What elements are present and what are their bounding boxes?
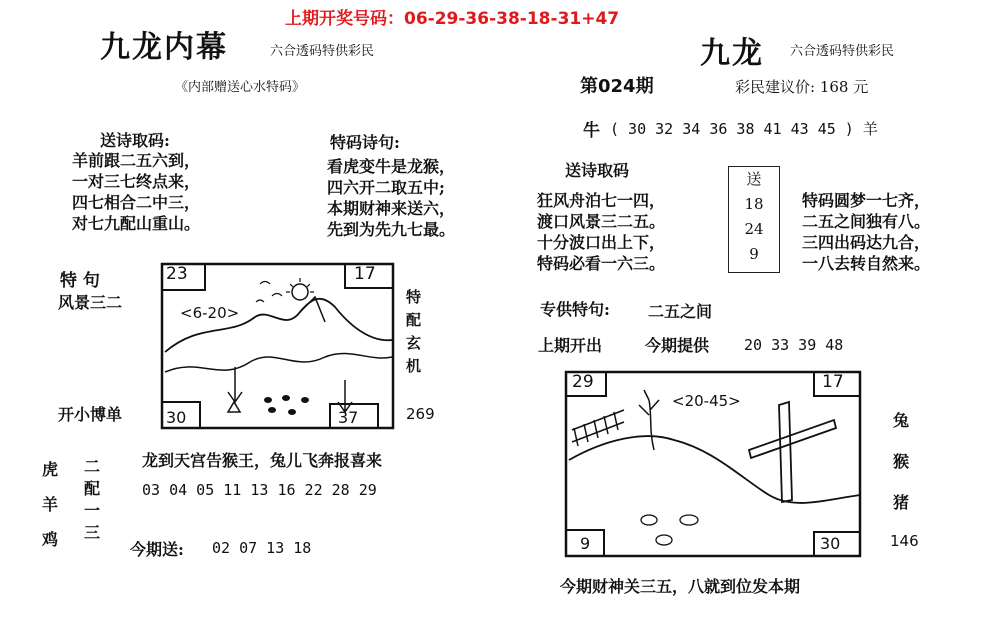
left-picture-corner-tl: 23 bbox=[166, 264, 188, 284]
left-picture-corner-br: 37 bbox=[338, 408, 359, 427]
poem-line: 一八去转自然来。 bbox=[802, 254, 931, 273]
send-box-head: 送 bbox=[746, 170, 762, 188]
poem-line: 狂风舟泊七一四， bbox=[537, 191, 666, 210]
right-special-phrase-label: 专供特句: bbox=[540, 300, 610, 319]
poem-line: 四六开二取五中; bbox=[327, 178, 445, 197]
right-picture-annotation: <20-45> bbox=[672, 392, 741, 410]
left-special-poem-label: 特码诗句: bbox=[330, 133, 400, 152]
send-box-number: 9 bbox=[749, 245, 759, 263]
left-special-poem bbox=[327, 156, 455, 240]
zodiac-char: 虎 bbox=[42, 460, 59, 479]
right-picture-corner-br: 30 bbox=[820, 534, 841, 553]
left-send-poem bbox=[72, 150, 200, 234]
left-send-poem-label: 送诗取码: bbox=[100, 131, 170, 150]
right-this-issue-label: 今期提供 bbox=[645, 336, 710, 355]
left-numbers-line: 03 04 05 11 13 16 22 28 29 bbox=[142, 481, 377, 499]
zodiac-char: 一 bbox=[84, 501, 101, 520]
right-side-number: 146 bbox=[890, 532, 919, 550]
poem-line: 十分波口出上下， bbox=[537, 233, 666, 252]
left-special-phrase-label: 特 句 bbox=[60, 271, 100, 291]
send-box-number: 18 bbox=[744, 195, 764, 213]
right-picture-corner-tl: 29 bbox=[572, 372, 594, 392]
left-today-send-label: 今期送: bbox=[130, 540, 184, 559]
right-issue: 第024期 bbox=[580, 76, 654, 97]
poem-line: 三四出码达九合， bbox=[802, 233, 931, 252]
zodiac-char: 羊 bbox=[42, 495, 59, 514]
right-special-poem bbox=[802, 190, 930, 274]
poem-line: 特码圆梦一七齐， bbox=[802, 191, 931, 210]
side-char: 机 bbox=[406, 357, 422, 375]
left-title: 九龙内幕 bbox=[100, 30, 228, 65]
right-picture-corner-tr: 17 bbox=[822, 372, 844, 392]
left-side-vertical bbox=[406, 286, 421, 378]
poem-line: 特码必看一六三。 bbox=[537, 254, 666, 273]
left-sketch-picture bbox=[160, 262, 395, 430]
last-draw-result: 上期开奖号码：06-29-36-38-18-31+47 bbox=[285, 9, 620, 29]
zodiac-char: 猪 bbox=[893, 493, 910, 512]
zodiac-char: 兔 bbox=[893, 411, 910, 430]
zodiac-char: 猴 bbox=[893, 452, 910, 471]
left-zodiac-col1 bbox=[42, 452, 58, 557]
right-last-out-label: 上期开出 bbox=[538, 336, 603, 355]
right-zodiac-side bbox=[893, 400, 909, 523]
poem-line: 四七相合二中三， bbox=[72, 193, 201, 212]
left-open-small-label: 开小博单 bbox=[58, 405, 123, 424]
right-send-poem bbox=[537, 190, 665, 274]
side-char: 特 bbox=[406, 288, 422, 306]
poem-line: 对七九配山重山。 bbox=[72, 214, 201, 233]
right-send-poem-label: 送诗取码 bbox=[565, 161, 630, 180]
right-tagline: 六合透码特供彩民 bbox=[790, 44, 895, 59]
zodiac-char: 三 bbox=[84, 523, 101, 542]
poem-line: 看虎变牛是龙猴， bbox=[327, 157, 456, 176]
right-ox-numbers: ( 30 32 34 36 38 41 43 45 ) 羊 bbox=[610, 120, 878, 138]
poem-line: 一对三七终点来， bbox=[72, 172, 201, 191]
side-char: 玄 bbox=[406, 334, 422, 352]
right-send-box bbox=[728, 166, 780, 273]
left-riddle: 龙到天宫告猴王，兔儿飞奔报喜来 bbox=[142, 451, 383, 470]
zodiac-char: 鸡 bbox=[42, 530, 59, 549]
zodiac-char: 配 bbox=[84, 479, 101, 498]
right-title: 九龙 bbox=[700, 36, 764, 71]
right-special-phrase-value: 二五之间 bbox=[648, 302, 713, 321]
left-today-send-numbers: 02 07 13 18 bbox=[212, 539, 312, 557]
left-special-phrase-value: 风景三二 bbox=[58, 293, 123, 312]
right-footer-line: 今期财神关三五，八就到位发本期 bbox=[560, 577, 801, 596]
zodiac-char: 二 bbox=[84, 457, 101, 476]
left-picture-corner-tr: 17 bbox=[354, 264, 376, 284]
poem-line: 渡口风景三二五。 bbox=[537, 212, 666, 231]
poem-line: 本期财神来送六， bbox=[327, 199, 456, 218]
side-char: 配 bbox=[406, 311, 422, 329]
left-picture-corner-bl: 30 bbox=[166, 408, 187, 427]
left-zodiac-col2 bbox=[84, 456, 100, 544]
right-picture-corner-bl: 9 bbox=[580, 534, 591, 553]
send-box-number: 24 bbox=[744, 220, 764, 238]
poem-line: 羊前跟二五六到， bbox=[72, 151, 201, 170]
right-this-issue-numbers: 20 33 39 48 bbox=[744, 336, 844, 354]
left-picture-annotation: <6-20> bbox=[180, 304, 240, 322]
right-price: 彩民建议价: 168 元 bbox=[735, 78, 869, 96]
poem-line: 先到为先九七最。 bbox=[327, 220, 456, 239]
left-side-number: 269 bbox=[406, 405, 435, 423]
left-tagline: 六合透码特供彩民 bbox=[270, 44, 375, 59]
poem-line: 二五之间独有八。 bbox=[802, 212, 931, 231]
left-subtitle: 《内部赠送心水特码》 bbox=[175, 80, 306, 95]
right-ox-label: 牛 bbox=[583, 121, 600, 141]
